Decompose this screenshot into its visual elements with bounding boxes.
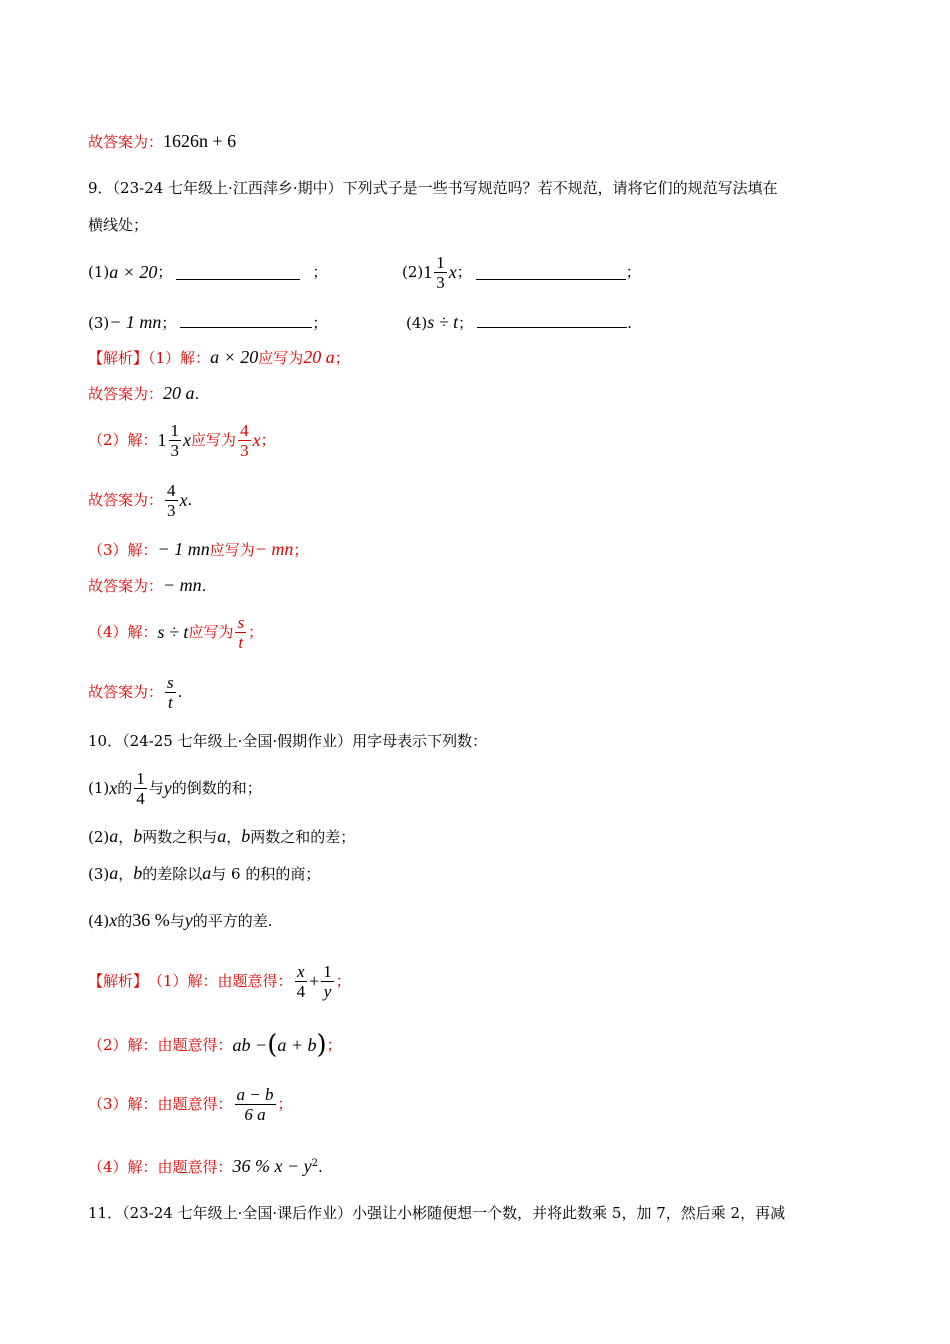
result-fraction bbox=[235, 613, 246, 652]
q9-answer-3 bbox=[88, 575, 206, 596]
q11-header bbox=[88, 1203, 785, 1223]
solution-result: − mn bbox=[254, 539, 294, 559]
item-text: 与 6 的积的商； bbox=[211, 865, 321, 883]
solution-end: ； bbox=[248, 623, 264, 641]
item-var-a: a bbox=[109, 826, 119, 846]
item-var-a: a bbox=[217, 826, 227, 846]
q10-number: 10． bbox=[88, 732, 123, 750]
item-expr: − 1 mn bbox=[109, 312, 162, 332]
q10-item-3 bbox=[88, 863, 320, 884]
solution-expr-inner: a + b bbox=[277, 1035, 317, 1055]
item-text: 的平方的差. bbox=[192, 912, 273, 930]
answer-blank-4[interactable] bbox=[477, 313, 627, 328]
fraction-numerator: s bbox=[237, 612, 245, 632]
answer-value: − mn bbox=[163, 575, 202, 595]
solution-expr: s ÷ t bbox=[157, 622, 189, 642]
item-label: (1) bbox=[88, 779, 110, 797]
fraction-numerator: 4 bbox=[240, 420, 249, 440]
q10-solution-2 bbox=[88, 1030, 342, 1060]
q9-answer-1 bbox=[88, 383, 199, 404]
answer-blank-2[interactable] bbox=[476, 265, 626, 280]
q11-source: （23-24 七年级上·全国·课后作业） bbox=[122, 1204, 353, 1222]
q9-number: 9． bbox=[88, 179, 113, 197]
fraction-numerator: s bbox=[167, 672, 174, 692]
fraction-numerator: a − b bbox=[236, 1084, 274, 1104]
solution-end: ； bbox=[277, 1095, 293, 1113]
solution-fraction-1 bbox=[295, 962, 308, 1001]
result-fraction bbox=[238, 421, 251, 460]
solution-end: ； bbox=[334, 349, 350, 367]
q10-text: 用字母表示下列数： bbox=[352, 732, 488, 750]
q9-header bbox=[88, 178, 778, 198]
answer-end: . bbox=[194, 385, 200, 403]
q9-text-line-2 bbox=[88, 215, 148, 235]
item-var-a: a bbox=[109, 863, 119, 883]
solution-expr: − 1 mn bbox=[157, 539, 210, 559]
solution-fraction bbox=[169, 421, 182, 460]
item-var-b: b bbox=[133, 863, 143, 883]
fraction-denominator: y bbox=[323, 981, 332, 1001]
item-var-b: b bbox=[241, 826, 251, 846]
q9-solution-1 bbox=[88, 347, 350, 368]
item-tail: ； bbox=[625, 263, 641, 281]
item-comma: ， bbox=[118, 828, 134, 846]
fraction-numerator: 4 bbox=[167, 480, 176, 500]
left-paren: ( bbox=[267, 1030, 278, 1060]
q9-item-4 bbox=[406, 312, 632, 333]
answer-end: . bbox=[201, 577, 207, 595]
item-var-a: a bbox=[202, 863, 212, 883]
item-sep: ； bbox=[161, 314, 177, 332]
item-fraction bbox=[134, 769, 147, 808]
item-text: 与 bbox=[148, 779, 164, 797]
answer-end: . bbox=[177, 683, 183, 701]
item-whole: 1 bbox=[423, 262, 433, 282]
item-tail: ； bbox=[312, 263, 328, 281]
q9-solution-3 bbox=[88, 539, 308, 560]
solution-result: 20 a bbox=[303, 347, 335, 367]
fraction-denominator: 6 a bbox=[244, 1104, 266, 1124]
solution-exponent: 2 bbox=[311, 1158, 319, 1169]
solution-end: ； bbox=[335, 972, 351, 990]
answer-prefix: 故答案为： bbox=[88, 133, 164, 151]
answer-value: 1626n + 6 bbox=[163, 131, 237, 151]
item-fraction bbox=[434, 253, 447, 292]
q11-number: 11． bbox=[88, 1204, 123, 1222]
answer-end: . bbox=[187, 491, 193, 509]
solution-fraction bbox=[235, 1085, 276, 1124]
solution-fraction-2 bbox=[321, 962, 334, 1001]
right-paren: ) bbox=[316, 1030, 327, 1060]
item-label: (2) bbox=[88, 828, 110, 846]
analysis-tag: 【解析】 bbox=[88, 972, 149, 990]
solution-should: 应写为 bbox=[191, 431, 237, 449]
solution-step: （2）解： bbox=[88, 431, 158, 449]
result-var: x bbox=[252, 430, 261, 450]
q10-header bbox=[88, 731, 487, 751]
solution-operator: + bbox=[309, 971, 320, 991]
item-label: (3) bbox=[88, 865, 110, 883]
item-text: 两数之和的差； bbox=[250, 828, 356, 846]
fraction-numerator: 1 bbox=[436, 252, 445, 272]
solution-expr: a × 20 bbox=[210, 347, 259, 367]
solution-step: （4）解： bbox=[88, 623, 158, 641]
q10-item-4 bbox=[88, 910, 273, 931]
solution-step: （2）解：由题意得： bbox=[88, 1036, 233, 1054]
top-answer-line bbox=[88, 131, 236, 152]
item-label: (4) bbox=[406, 314, 428, 332]
solution-end: ； bbox=[260, 431, 276, 449]
solution-expr: 36 % x − y bbox=[232, 1156, 312, 1176]
answer-fraction bbox=[165, 481, 178, 520]
solution-whole: 1 bbox=[157, 430, 167, 450]
item-text: 的 bbox=[117, 912, 133, 930]
q9-text-1: 下列式子是一些书写规范吗？若不规范，请将它们的规范写法填在 bbox=[342, 179, 778, 197]
fraction-denominator: 4 bbox=[296, 981, 306, 1001]
item-var: x bbox=[109, 910, 118, 930]
answer-var: x bbox=[179, 490, 188, 510]
solution-step: （3）解： bbox=[88, 541, 158, 559]
item-percent: 36 % bbox=[132, 910, 170, 930]
item-text: 两数之积与 bbox=[142, 828, 218, 846]
q10-item-2 bbox=[88, 826, 355, 847]
q10-solution-3 bbox=[88, 1082, 293, 1126]
item-comma: ， bbox=[118, 865, 134, 883]
item-text: 的差除以 bbox=[142, 865, 203, 883]
fraction-denominator: 3 bbox=[170, 440, 180, 460]
solution-end: ； bbox=[293, 541, 309, 559]
fraction-numerator: x bbox=[297, 961, 305, 981]
fraction-denominator: t bbox=[238, 632, 244, 652]
answer-blank-1[interactable] bbox=[176, 265, 300, 280]
fraction-numerator: 1 bbox=[136, 768, 145, 788]
q10-solution-1 bbox=[88, 959, 351, 1003]
item-label: (1) bbox=[88, 263, 110, 281]
solution-end: . bbox=[318, 1158, 323, 1176]
item-text: 的 bbox=[117, 779, 133, 797]
item-tail: . bbox=[627, 314, 632, 332]
item-label: (3) bbox=[88, 314, 110, 332]
item-expr: a × 20 bbox=[109, 262, 158, 282]
q9-solution-2 bbox=[88, 418, 276, 462]
item-expr: s ÷ t bbox=[427, 312, 459, 332]
q9-answer-2 bbox=[88, 478, 192, 522]
fraction-denominator: 3 bbox=[436, 272, 445, 292]
q9-text-2: 横线处； bbox=[88, 216, 149, 234]
answer-prefix: 故答案为： bbox=[88, 491, 164, 509]
solution-step: （3）解：由题意得： bbox=[88, 1095, 233, 1113]
item-sep: ； bbox=[456, 263, 472, 281]
answer-prefix: 故答案为： bbox=[88, 577, 164, 595]
item-sep: ； bbox=[458, 314, 474, 332]
solution-expr: ab − bbox=[232, 1035, 268, 1055]
q9-answer-4 bbox=[88, 670, 182, 714]
fraction-denominator: t bbox=[167, 692, 173, 712]
item-var: x bbox=[109, 778, 118, 798]
solution-step: （4）解：由题意得： bbox=[88, 1158, 233, 1176]
answer-value: 20 a bbox=[163, 383, 195, 403]
q9-source: （23-24 七年级上·江西萍乡·期中） bbox=[112, 179, 343, 197]
solution-step: （1）解：由题意得： bbox=[148, 972, 293, 990]
q11-text: 小强让小彬随便想一个数，并将此数乘 5，加 7，然后乘 2，再减 bbox=[352, 1204, 786, 1222]
fraction-numerator: 1 bbox=[323, 961, 332, 981]
solution-step: （1）解： bbox=[148, 349, 211, 367]
item-text: 与 bbox=[169, 912, 185, 930]
solution-should: 应写为 bbox=[209, 541, 255, 559]
fraction-denominator: 4 bbox=[136, 788, 145, 808]
item-tail: ； bbox=[312, 314, 328, 332]
fraction-denominator: 3 bbox=[167, 500, 176, 520]
answer-blank-3[interactable] bbox=[180, 313, 312, 328]
item-var: y bbox=[163, 778, 172, 798]
fraction-numerator: 1 bbox=[170, 420, 180, 440]
solution-end: ； bbox=[326, 1036, 342, 1054]
q10-solution-4 bbox=[88, 1154, 323, 1177]
item-text: 的倒数的和； bbox=[171, 779, 262, 797]
q10-source: （24-25 七年级上·全国·假期作业） bbox=[122, 732, 353, 750]
solution-should: 应写为 bbox=[258, 349, 304, 367]
item-label: (2) bbox=[402, 263, 424, 281]
answer-fraction bbox=[165, 673, 176, 712]
q9-item-2 bbox=[402, 254, 641, 290]
analysis-tag: 【解析】 bbox=[88, 349, 149, 367]
q9-item-1 bbox=[88, 254, 327, 290]
answer-prefix: 故答案为： bbox=[88, 385, 164, 403]
q9-solution-4 bbox=[88, 610, 263, 654]
answer-prefix: 故答案为： bbox=[88, 683, 164, 701]
q10-item-1 bbox=[88, 766, 262, 810]
fraction-denominator: 3 bbox=[240, 440, 249, 460]
item-comma: ， bbox=[226, 828, 242, 846]
solution-var: x bbox=[183, 430, 192, 450]
item-var: y bbox=[184, 910, 193, 930]
item-var-b: b bbox=[133, 826, 143, 846]
item-label: (4) bbox=[88, 912, 110, 930]
item-sep: ； bbox=[157, 263, 173, 281]
q9-item-3 bbox=[88, 312, 327, 333]
solution-should: 应写为 bbox=[188, 623, 234, 641]
item-var: x bbox=[448, 262, 457, 282]
